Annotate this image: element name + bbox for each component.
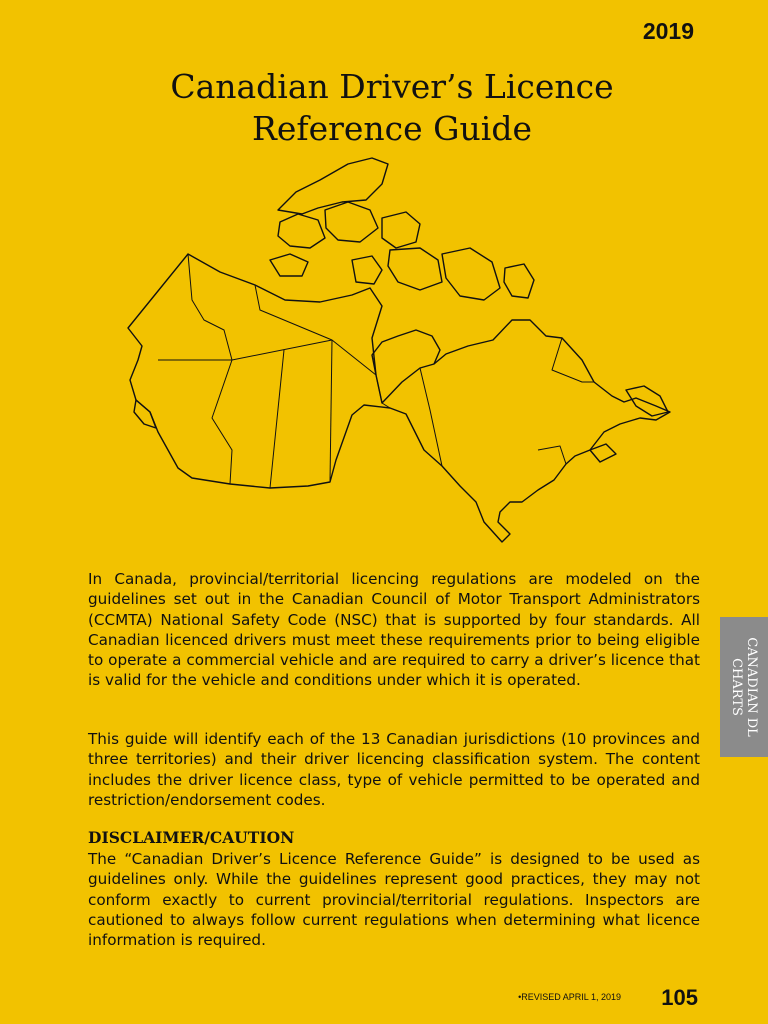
border-quebec-nb — [538, 446, 566, 464]
side-tab-line-1: CANADIAN DL — [744, 637, 759, 737]
revision-note: •REVISED APRIL 1, 2019 — [518, 992, 621, 1002]
border-manitoba-ontario — [376, 375, 390, 408]
arctic-island-2 — [325, 202, 378, 242]
arctic-island-1 — [278, 214, 325, 248]
side-tab-label — [729, 637, 759, 737]
arctic-island-5 — [442, 248, 500, 300]
border-sask-manitoba — [330, 340, 332, 482]
border-ontario-quebec — [420, 368, 442, 466]
canada-map-icon — [120, 150, 680, 550]
scope-paragraph: This guide will identify each of the 13 Canadian jurisdictions (10 provinces and three territories) and their driver licencing classification system. The content includes the driver licence class, type of vehicle permitted to be operated and restriction/endorsement codes. — [88, 730, 700, 809]
arctic-island-3 — [382, 212, 420, 248]
vancouver-island — [134, 400, 156, 428]
mainland-outline — [128, 254, 670, 542]
arctic-island-4 — [388, 248, 442, 290]
arctic-island-7 — [352, 256, 382, 284]
border-bc-north — [158, 340, 376, 375]
hudson-bay — [372, 330, 440, 375]
ellesmere-island — [278, 158, 388, 214]
border-quebec-labrador — [552, 338, 594, 382]
border-yukon-nwt — [188, 254, 232, 360]
arctic-island-8 — [270, 254, 308, 276]
page-title — [0, 66, 768, 150]
intro-paragraph: In Canada, provincial/territorial licencing regulations are modeled on the guidelines set out in the Canadian Council of Motor Transport Administrators (CCMTA) National Safety Code (NSC) that is supported by four standards. All Canadian licenced drivers must meet these requirements prior to being eligible to operate a commercial vehicle and are required to carry a driver’s licence that is valid for the vehicle and conditions under which it is operated. — [88, 570, 700, 690]
title-line-2: Reference Guide — [251, 109, 532, 148]
page-number: 105 — [661, 985, 698, 1010]
border-alberta-sask — [270, 350, 284, 488]
year-label: 2019 — [642, 18, 694, 44]
title-line-1: Canadian Driver’s Licence — [170, 67, 614, 106]
arctic-island-6 — [504, 264, 534, 298]
disclaimer-heading: DISCLAIMER/CAUTION — [88, 828, 295, 847]
section-side-tab[interactable] — [720, 617, 768, 757]
disclaimer-paragraph: The “Canadian Driver’s Licence Reference Guide” is designed to be used as guidelines only. While the guidelines represent good practices, they may not conform exactly to current provincial/territorial regulations. Inspectors are cautioned to always follow current regulations when determining what licence information is required. — [88, 850, 700, 950]
pei-ns — [590, 444, 616, 462]
side-tab-line-2: CHARTS — [729, 658, 744, 716]
border-nwt-nunavut — [255, 285, 332, 340]
border-bc-alberta — [212, 360, 232, 484]
newfoundland — [626, 386, 668, 416]
